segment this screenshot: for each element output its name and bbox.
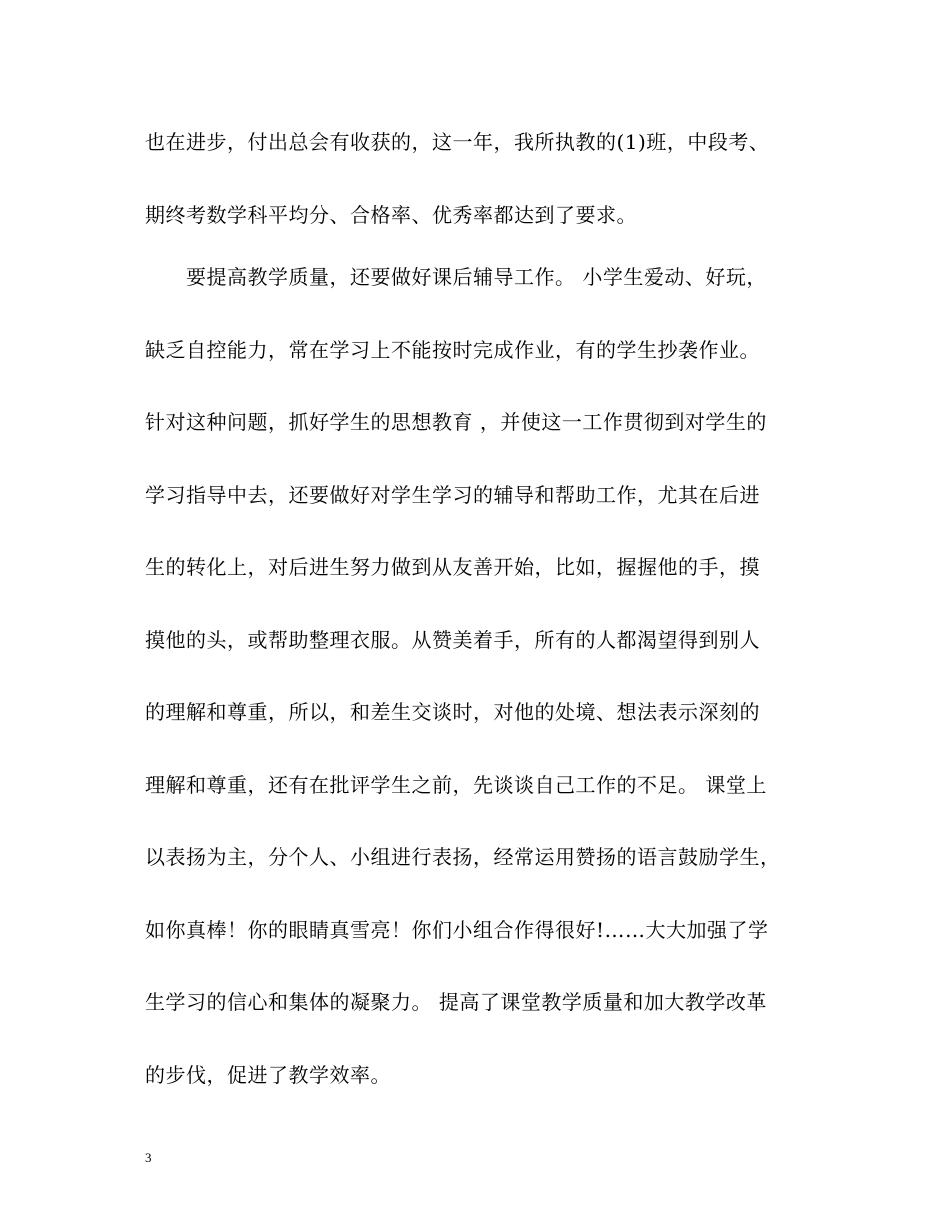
text-line-9: 的理解和尊重，所以，和差生交谈时，对他的处境、想法表示深刻的 bbox=[145, 700, 760, 724]
text-line-14: 的步伐，促进了教学效率。 bbox=[145, 1063, 391, 1087]
text-line-6: 学习指导中去，还要做好对学生学习的辅导和帮助工作，尤其在后进 bbox=[145, 483, 760, 507]
text-line-5: 针对这种问题，抓好学生的思想教育 ，并使这一工作贯彻到对学生的 bbox=[145, 410, 767, 434]
text-line-10: 理解和尊重，还有在批评学生之前，先谈谈自己工作的不足。 课堂上 bbox=[145, 773, 767, 797]
page-number: 3 bbox=[145, 1150, 152, 1165]
text-line-8: 摸他的头，或帮助整理衣服。从赞美着手，所有的人都渴望得到别人 bbox=[145, 628, 760, 652]
text-line-3: 要提高教学质量，还要做好课后辅导工作。 小学生爱动、好玩， bbox=[145, 265, 767, 289]
text-line-7: 生的转化上，对后进生努力做到从友善开始，比如，握握他的手，摸 bbox=[145, 555, 760, 579]
text-line-11: 以表扬为主，分个人、小组进行表扬，经常运用赞扬的语言鼓励学生， bbox=[145, 845, 781, 869]
text-line-13: 生学习的信心和集体的凝聚力。 提高了课堂教学质量和加大教学改革 bbox=[145, 990, 767, 1014]
text-line-12: 如你真棒！你的眼睛真雪亮！你们小组合作得很好!……大大加强了学 bbox=[145, 918, 769, 942]
text-line-4: 缺乏自控能力，常在学习上不能按时完成作业，有的学生抄袭作业。 bbox=[145, 338, 760, 362]
text-line-1: 也在进步，付出总会有收获的，这一年，我所执教的(1)班，中段考、 bbox=[145, 130, 770, 154]
text-line-2: 期终考数学科平均分、合格率、优秀率都达到了要求。 bbox=[145, 203, 637, 227]
